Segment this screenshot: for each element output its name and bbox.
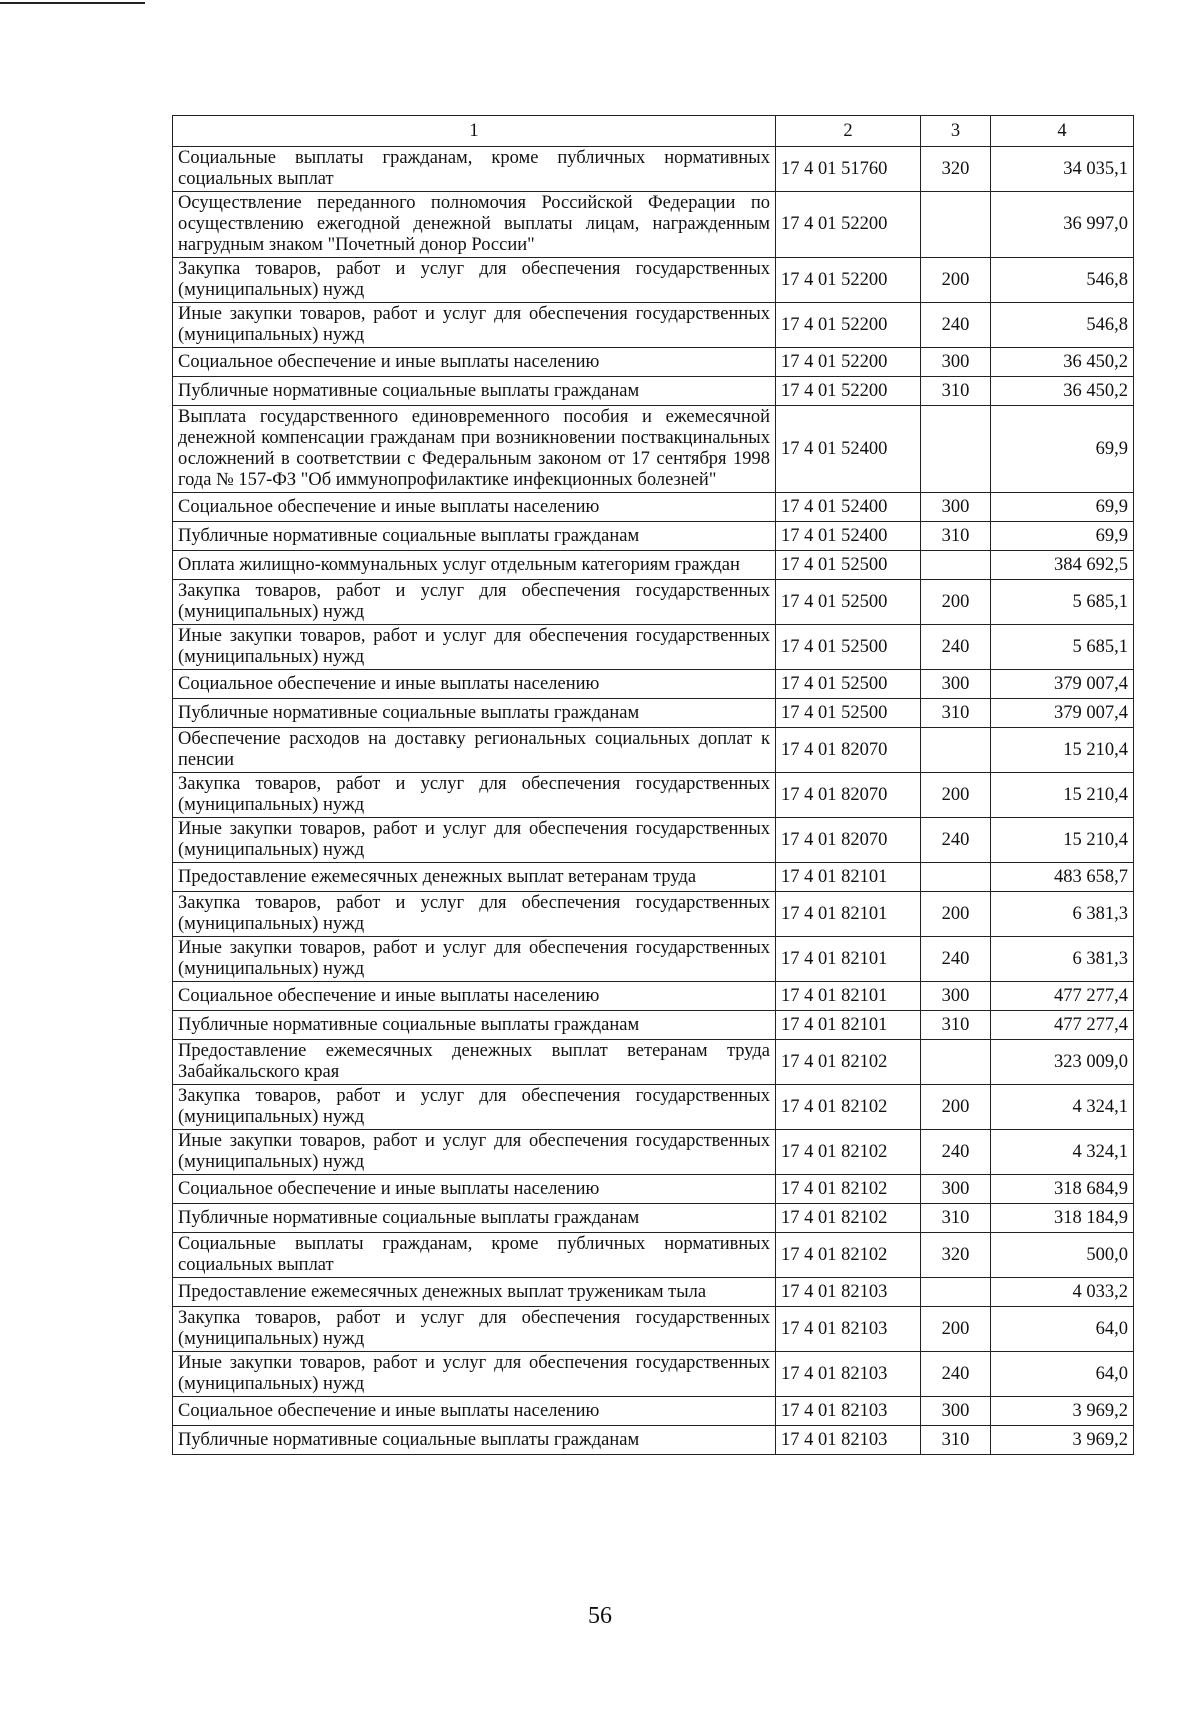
- table-row: [173, 303, 1134, 348]
- row-code-cell: 17 4 01 82102: [776, 1040, 921, 1085]
- row-code-cell: 17 4 01 52400: [776, 406, 921, 493]
- row-code-cell: 17 4 01 82103: [776, 1397, 921, 1426]
- row-code-cell: 17 4 01 52200: [776, 303, 921, 348]
- row-expense-type-cell: 310: [921, 377, 991, 406]
- row-code-cell: 17 4 01 82101: [776, 892, 921, 937]
- row-amount-cell: 36 450,2: [991, 377, 1134, 406]
- row-expense-type-cell: 200: [921, 1085, 991, 1130]
- row-amount-cell: 3 969,2: [991, 1397, 1134, 1426]
- row-expense-type-cell: 200: [921, 258, 991, 303]
- row-code-cell: 17 4 01 52200: [776, 258, 921, 303]
- row-amount-cell: 318 684,9: [991, 1175, 1134, 1204]
- row-amount-cell: 323 009,0: [991, 1040, 1134, 1085]
- row-amount-cell: 6 381,3: [991, 937, 1134, 982]
- row-code-cell: 17 4 01 52200: [776, 348, 921, 377]
- row-amount-cell: 477 277,4: [991, 982, 1134, 1011]
- row-code-cell: 17 4 01 52400: [776, 522, 921, 551]
- row-amount-cell: 6 381,3: [991, 892, 1134, 937]
- table-row: [173, 1204, 1134, 1233]
- row-name-cell: Закупка товаров, работ и услуг для обеспечения государственных (муниципальных) нужд: [173, 1085, 776, 1130]
- row-code-cell: 17 4 01 52500: [776, 580, 921, 625]
- table-row: [173, 493, 1134, 522]
- row-expense-type-cell: 200: [921, 580, 991, 625]
- row-expense-type-cell: 300: [921, 348, 991, 377]
- row-name-cell: Закупка товаров, работ и услуг для обеспечения государственных (муниципальных) нужд: [173, 258, 776, 303]
- table-row: [173, 348, 1134, 377]
- row-expense-type-cell: 200: [921, 773, 991, 818]
- row-expense-type-cell: 300: [921, 982, 991, 1011]
- table-row: [173, 258, 1134, 303]
- row-code-cell: 17 4 01 52500: [776, 551, 921, 580]
- header-col-4: 4: [991, 116, 1134, 147]
- row-amount-cell: 546,8: [991, 303, 1134, 348]
- row-expense-type-cell: 200: [921, 1307, 991, 1352]
- row-name-cell: Закупка товаров, работ и услуг для обеспечения государственных (муниципальных) нужд: [173, 580, 776, 625]
- row-expense-type-cell: 320: [921, 1233, 991, 1278]
- row-amount-cell: 36 997,0: [991, 192, 1134, 258]
- row-code-cell: 17 4 01 82103: [776, 1426, 921, 1455]
- row-code-cell: 17 4 01 82103: [776, 1278, 921, 1307]
- table-row: [173, 670, 1134, 699]
- table-row: [173, 377, 1134, 406]
- row-name-cell: Социальные выплаты гражданам, кроме публичных нормативных социальных выплат: [173, 147, 776, 192]
- row-name-cell: Социальное обеспечение и иные выплаты населению: [173, 1175, 776, 1204]
- table-row: [173, 728, 1134, 773]
- row-name-cell: Иные закупки товаров, работ и услуг для обеспечения государственных (муниципальных) нужд: [173, 303, 776, 348]
- row-expense-type-cell: 310: [921, 1204, 991, 1233]
- row-code-cell: 17 4 01 82103: [776, 1307, 921, 1352]
- table-row: [173, 818, 1134, 863]
- table-row: [173, 147, 1134, 192]
- row-name-cell: Предоставление ежемесячных денежных выплат ветеранам труда: [173, 863, 776, 892]
- row-code-cell: 17 4 01 82102: [776, 1175, 921, 1204]
- table-row: [173, 1426, 1134, 1455]
- row-expense-type-cell: 240: [921, 818, 991, 863]
- row-code-cell: 17 4 01 52500: [776, 670, 921, 699]
- table-row: [173, 551, 1134, 580]
- table-row: [173, 1175, 1134, 1204]
- row-amount-cell: 36 450,2: [991, 348, 1134, 377]
- row-amount-cell: 4 033,2: [991, 1278, 1134, 1307]
- table-row: [173, 892, 1134, 937]
- row-name-cell: Публичные нормативные социальные выплаты гражданам: [173, 1011, 776, 1040]
- row-amount-cell: 69,9: [991, 493, 1134, 522]
- row-name-cell: Иные закупки товаров, работ и услуг для обеспечения государственных (муниципальных) нужд: [173, 625, 776, 670]
- row-expense-type-cell: [921, 192, 991, 258]
- row-code-cell: 17 4 01 82101: [776, 982, 921, 1011]
- row-name-cell: Оплата жилищно-коммунальных услуг отдельным категориям граждан: [173, 551, 776, 580]
- row-code-cell: 17 4 01 82102: [776, 1130, 921, 1175]
- row-expense-type-cell: 240: [921, 303, 991, 348]
- table-row: [173, 1130, 1134, 1175]
- row-expense-type-cell: 310: [921, 1426, 991, 1455]
- row-code-cell: 17 4 01 82102: [776, 1085, 921, 1130]
- row-amount-cell: 64,0: [991, 1352, 1134, 1397]
- row-name-cell: Иные закупки товаров, работ и услуг для обеспечения государственных (муниципальных) нужд: [173, 818, 776, 863]
- row-expense-type-cell: 310: [921, 1011, 991, 1040]
- row-code-cell: 17 4 01 51760: [776, 147, 921, 192]
- row-amount-cell: 15 210,4: [991, 818, 1134, 863]
- row-expense-type-cell: 240: [921, 937, 991, 982]
- row-code-cell: 17 4 01 52200: [776, 192, 921, 258]
- row-amount-cell: 4 324,1: [991, 1085, 1134, 1130]
- row-code-cell: 17 4 01 52400: [776, 493, 921, 522]
- table-row: [173, 1233, 1134, 1278]
- row-amount-cell: 318 184,9: [991, 1204, 1134, 1233]
- row-code-cell: 17 4 01 82070: [776, 818, 921, 863]
- row-name-cell: Социальные выплаты гражданам, кроме публичных нормативных социальных выплат: [173, 1233, 776, 1278]
- row-expense-type-cell: [921, 728, 991, 773]
- row-expense-type-cell: [921, 1040, 991, 1085]
- row-amount-cell: 4 324,1: [991, 1130, 1134, 1175]
- row-name-cell: Закупка товаров, работ и услуг для обеспечения государственных (муниципальных) нужд: [173, 892, 776, 937]
- table-row: [173, 1040, 1134, 1085]
- row-amount-cell: 34 035,1: [991, 147, 1134, 192]
- row-name-cell: Иные закупки товаров, работ и услуг для обеспечения государственных (муниципальных) нужд: [173, 1130, 776, 1175]
- row-expense-type-cell: 300: [921, 670, 991, 699]
- row-expense-type-cell: 310: [921, 522, 991, 551]
- row-code-cell: 17 4 01 82102: [776, 1233, 921, 1278]
- table-body: [173, 147, 1134, 1455]
- row-name-cell: Закупка товаров, работ и услуг для обеспечения государственных (муниципальных) нужд: [173, 1307, 776, 1352]
- row-amount-cell: 69,9: [991, 406, 1134, 493]
- row-name-cell: Публичные нормативные социальные выплаты гражданам: [173, 522, 776, 551]
- row-amount-cell: 379 007,4: [991, 699, 1134, 728]
- table-row: [173, 522, 1134, 551]
- row-expense-type-cell: 200: [921, 892, 991, 937]
- row-amount-cell: 69,9: [991, 522, 1134, 551]
- row-expense-type-cell: [921, 551, 991, 580]
- budget-table: [172, 115, 1134, 1455]
- row-amount-cell: 15 210,4: [991, 728, 1134, 773]
- row-amount-cell: 384 692,5: [991, 551, 1134, 580]
- table-row: [173, 1011, 1134, 1040]
- table-header-row: [173, 116, 1134, 147]
- row-name-cell: Социальное обеспечение и иные выплаты населению: [173, 982, 776, 1011]
- table-row: [173, 699, 1134, 728]
- row-name-cell: Выплата государственного единовременного пособия и ежемесячной денежной компенсации гражданам при возникновении поствакцинальных осложнений в соответствии с Федеральным законом от 17 сентября 1998 года № 157-ФЗ "Об иммунопрофилактике инфекционных болезней": [173, 406, 776, 493]
- table-row: [173, 1085, 1134, 1130]
- row-amount-cell: 5 685,1: [991, 625, 1134, 670]
- row-amount-cell: 477 277,4: [991, 1011, 1134, 1040]
- row-expense-type-cell: 300: [921, 1397, 991, 1426]
- table-row: [173, 773, 1134, 818]
- row-name-cell: Предоставление ежемесячных денежных выплат труженикам тыла: [173, 1278, 776, 1307]
- row-name-cell: Закупка товаров, работ и услуг для обеспечения государственных (муниципальных) нужд: [173, 773, 776, 818]
- table-row: [173, 1352, 1134, 1397]
- row-amount-cell: 483 658,7: [991, 863, 1134, 892]
- table-row: [173, 863, 1134, 892]
- table-row: [173, 192, 1134, 258]
- row-amount-cell: 546,8: [991, 258, 1134, 303]
- table-row: [173, 406, 1134, 493]
- row-expense-type-cell: 320: [921, 147, 991, 192]
- row-name-cell: Публичные нормативные социальные выплаты гражданам: [173, 1204, 776, 1233]
- row-code-cell: 17 4 01 82101: [776, 863, 921, 892]
- row-code-cell: 17 4 01 52200: [776, 377, 921, 406]
- row-expense-type-cell: [921, 406, 991, 493]
- row-code-cell: 17 4 01 82102: [776, 1204, 921, 1233]
- row-amount-cell: 15 210,4: [991, 773, 1134, 818]
- row-name-cell: Обеспечение расходов на доставку региональных социальных доплат к пенсии: [173, 728, 776, 773]
- row-name-cell: Предоставление ежемесячных денежных выплат ветеранам труда Забайкальского края: [173, 1040, 776, 1085]
- top-rule: [0, 2, 145, 4]
- row-amount-cell: 500,0: [991, 1233, 1134, 1278]
- row-expense-type-cell: 240: [921, 625, 991, 670]
- row-expense-type-cell: 240: [921, 1130, 991, 1175]
- row-code-cell: 17 4 01 52500: [776, 625, 921, 670]
- row-code-cell: 17 4 01 52500: [776, 699, 921, 728]
- row-code-cell: 17 4 01 82070: [776, 728, 921, 773]
- row-code-cell: 17 4 01 82101: [776, 937, 921, 982]
- row-expense-type-cell: 300: [921, 493, 991, 522]
- row-expense-type-cell: 310: [921, 699, 991, 728]
- header-col-2: 2: [776, 116, 921, 147]
- row-name-cell: Иные закупки товаров, работ и услуг для обеспечения государственных (муниципальных) нужд: [173, 937, 776, 982]
- row-amount-cell: 64,0: [991, 1307, 1134, 1352]
- table-row: [173, 1307, 1134, 1352]
- header-col-3: 3: [921, 116, 991, 147]
- row-amount-cell: 5 685,1: [991, 580, 1134, 625]
- row-name-cell: Публичные нормативные социальные выплаты гражданам: [173, 699, 776, 728]
- row-expense-type-cell: 240: [921, 1352, 991, 1397]
- table-row: [173, 625, 1134, 670]
- row-name-cell: Иные закупки товаров, работ и услуг для обеспечения государственных (муниципальных) нужд: [173, 1352, 776, 1397]
- row-expense-type-cell: [921, 863, 991, 892]
- row-name-cell: Публичные нормативные социальные выплаты гражданам: [173, 377, 776, 406]
- row-name-cell: Публичные нормативные социальные выплаты гражданам: [173, 1426, 776, 1455]
- row-code-cell: 17 4 01 82070: [776, 773, 921, 818]
- table-row: [173, 982, 1134, 1011]
- row-name-cell: Социальное обеспечение и иные выплаты населению: [173, 493, 776, 522]
- table-row: [173, 937, 1134, 982]
- table-row: [173, 1278, 1134, 1307]
- page-number: 56: [588, 1603, 612, 1629]
- row-expense-type-cell: [921, 1278, 991, 1307]
- header-col-1: 1: [173, 116, 776, 147]
- row-code-cell: 17 4 01 82101: [776, 1011, 921, 1040]
- row-amount-cell: 3 969,2: [991, 1426, 1134, 1455]
- row-name-cell: Социальное обеспечение и иные выплаты населению: [173, 348, 776, 377]
- row-code-cell: 17 4 01 82103: [776, 1352, 921, 1397]
- row-amount-cell: 379 007,4: [991, 670, 1134, 699]
- row-name-cell: Социальное обеспечение и иные выплаты населению: [173, 670, 776, 699]
- row-expense-type-cell: 300: [921, 1175, 991, 1204]
- table-row: [173, 1397, 1134, 1426]
- row-name-cell: Осуществление переданного полномочия Российской Федерации по осуществлению ежегодной денежной выплаты лицам, награжденным нагрудным знаком "Почетный донор России": [173, 192, 776, 258]
- table-row: [173, 580, 1134, 625]
- row-name-cell: Социальное обеспечение и иные выплаты населению: [173, 1397, 776, 1426]
